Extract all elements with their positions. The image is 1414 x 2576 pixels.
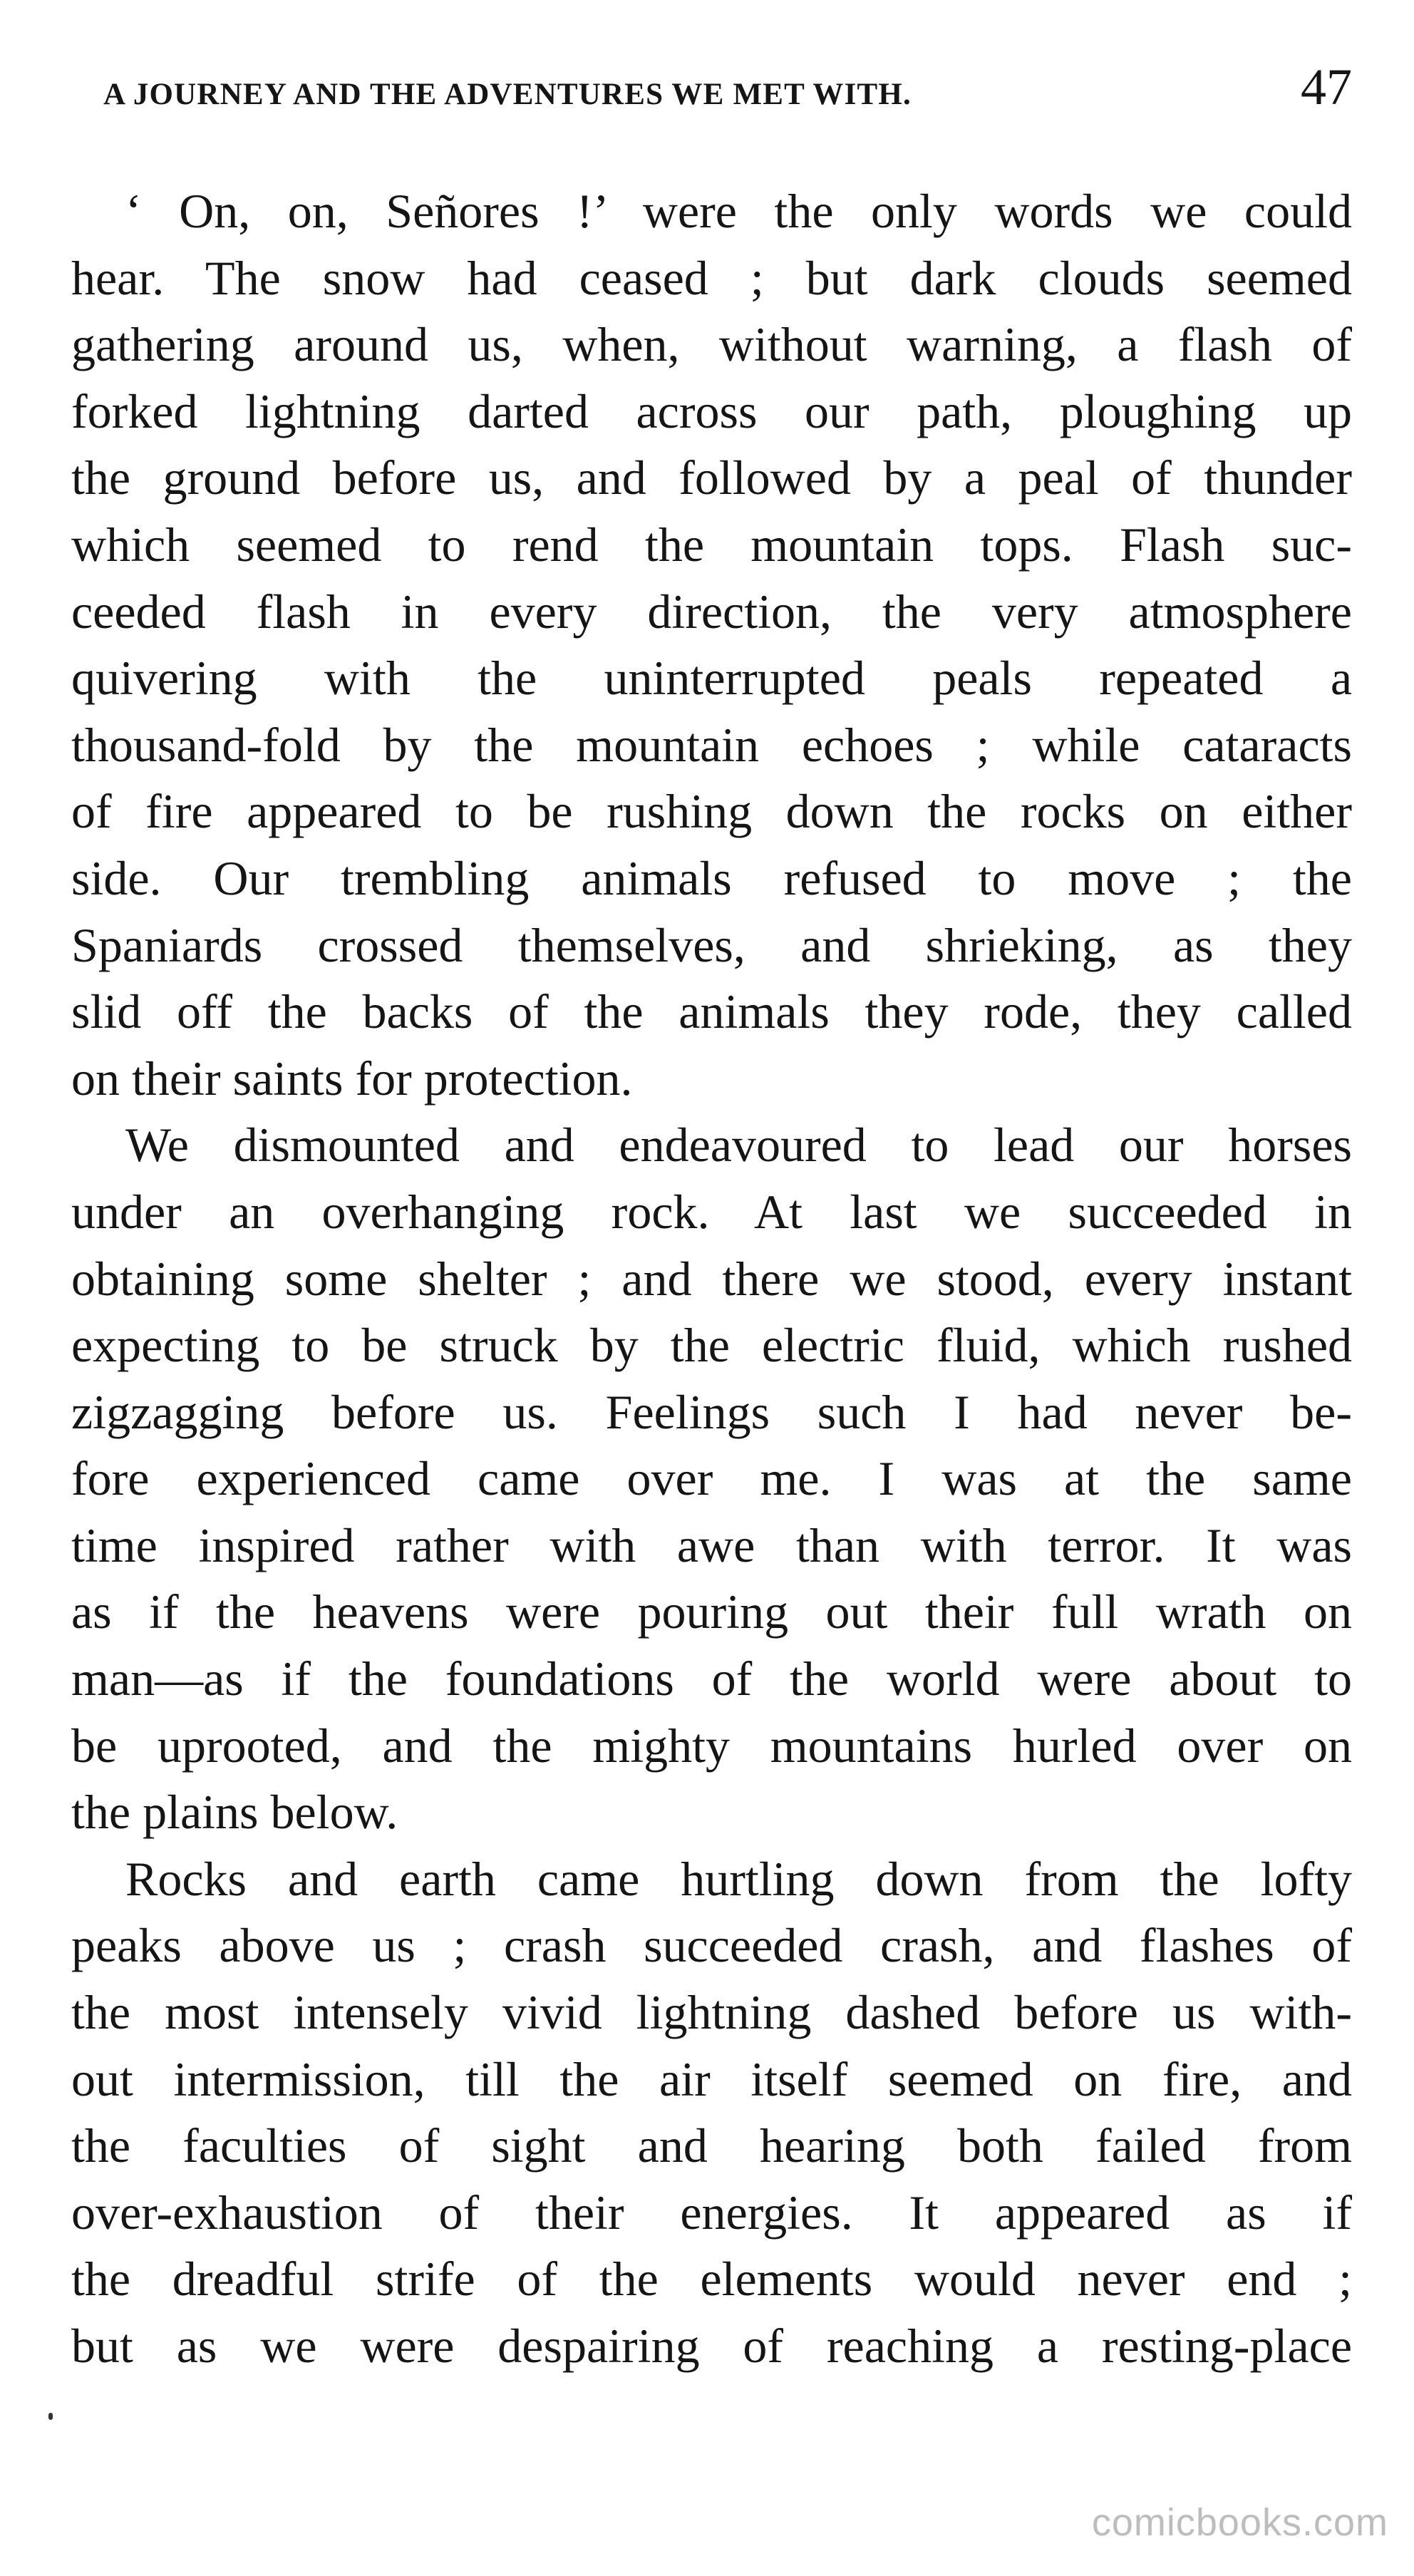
- text-line: under an overhanging rock. At last we succeeded in: [71, 1184, 1352, 1239]
- text-line: ceeded flash in every direction, the very atmosphere: [71, 584, 1352, 639]
- text-line: the faculties of sight and hearing both failed from: [71, 2118, 1352, 2173]
- text-line: Rocks and earth came hurtling down from the lofty: [125, 1851, 1352, 1906]
- running-head: A JOURNEY AND THE ADVENTURES WE MET WITH.: [103, 78, 912, 111]
- text-line: but as we were despairing of reaching a resting-place: [71, 2319, 1352, 2373]
- text-line: Spaniards crossed themselves, and shrieking, as they: [71, 917, 1352, 972]
- text-line: We dismounted and endeavoured to lead our horses: [125, 1118, 1352, 1173]
- text-line: on their saints for protection.: [71, 1051, 633, 1106]
- text-line: the ground before us, and followed by a peal of thunder: [71, 450, 1352, 505]
- page-header: [103, 56, 1352, 134]
- ink-speck: [48, 2413, 53, 2420]
- text-line: which seemed to rend the mountain tops. Flash suc-: [71, 517, 1352, 572]
- body-text: [71, 178, 1352, 2380]
- text-line: zigzagging before us. Feelings such I had never be-: [71, 1384, 1352, 1439]
- text-line: expecting to be struck by the electric fluid, which rushed: [71, 1318, 1352, 1373]
- page-number: 47: [1301, 58, 1352, 115]
- text-line: side. Our trembling animals refused to move ; the: [71, 850, 1352, 905]
- text-line: hear. The snow had ceased ; but dark clouds seemed: [71, 250, 1352, 305]
- text-line: time inspired rather with awe than with terror. It was: [71, 1518, 1352, 1572]
- text-line: as if the heavens were pouring out their full wrath on: [71, 1585, 1352, 1639]
- text-line: obtaining some shelter ; and there we stood, every instant: [71, 1251, 1352, 1306]
- text-line: forked lightning darted across our path, ploughing up: [71, 383, 1352, 438]
- text-line: out intermission, till the air itself seemed on fire, and: [71, 2051, 1352, 2106]
- text-line: the plains below.: [71, 1785, 398, 1840]
- watermark: comicbooks.com: [1091, 2501, 1388, 2544]
- text-line: the most intensely vivid lightning dashed before us with-: [71, 1985, 1352, 2040]
- text-line: man—as if the foundations of the world were about to: [71, 1652, 1352, 1706]
- text-line: over-exhaustion of their energies. It appeared as if: [71, 2185, 1352, 2240]
- text-line: fore experienced came over me. I was at the same: [71, 1451, 1352, 1506]
- text-line: of fire appeared to be rushing down the rocks on either: [71, 784, 1352, 839]
- text-line: the dreadful strife of the elements would never end ;: [71, 2252, 1352, 2307]
- text-line: slid off the backs of the animals they rode, they called: [71, 984, 1352, 1039]
- text-line: ‘ On, on, Señores !’ were the only words we could: [125, 184, 1352, 238]
- text-line: thousand-fold by the mountain echoes ; while cataracts: [71, 717, 1352, 772]
- text-line: peaks above us ; crash succeeded crash, and flashes of: [71, 1918, 1352, 1973]
- text-line: be uprooted, and the mighty mountains hurled over on: [71, 1718, 1352, 1773]
- text-line: gathering around us, when, without warning, a flash of: [71, 317, 1352, 372]
- text-line: quivering with the uninterrupted peals repeated a: [71, 651, 1352, 706]
